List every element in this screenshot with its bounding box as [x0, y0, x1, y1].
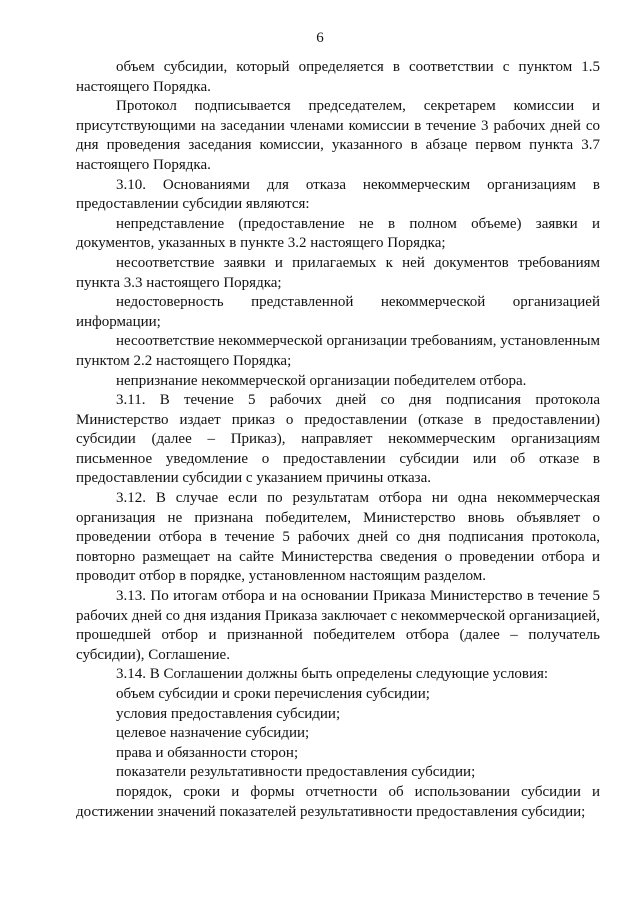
paragraph: непризнание некоммерческой организации победителем отбора.	[116, 372, 527, 389]
paragraph: 3.11. В течение 5 рабочих дней со дня подписания протокола Министерство издает приказ о предоставлении (отказе в предоставлении) субсидии (далее – Приказ), направляет некоммерческим организациям письменное уведомление о предоставлении субсидии или об отказе в предоставлении субсидии с указанием причины отказа.	[76, 392, 600, 487]
paragraph: показатели результативности предоставления субсидии;	[116, 764, 476, 781]
paragraph: недостоверность представленной некоммерческой организацией информации;	[76, 294, 600, 330]
paragraph: 3.13. По итогам отбора и на основании Приказа Министерство в течение 5 рабочих дней со дня издания Приказа заключает с некоммерческой организацией, прошедшей отбор и признанной победителем отбора (далее – получатель субсидии), Соглашение.	[76, 588, 600, 663]
paragraph: 3.10. Основаниями для отказа некоммерческим организациям в предоставлении субсидии являются:	[76, 176, 600, 213]
paragraph: несоответствие заявки и прилагаемых к ней документов требованиям пункта 3.3 настоящего Порядка;	[76, 254, 600, 291]
paragraph: порядок, сроки и формы отчетности об использовании субсидии и достижении значений показателей результативности предоставления субсидии;	[76, 783, 600, 820]
paragraph: 3.12. В случае если по результатам отбора ни одна некоммерческая организация не признана победителем, Министерство вновь объявляет о проведении отбора в течение 5 рабочих дней со дня подписания протокола, повторно размещает на сайте Министерства сведения о проведении отбора и проводит отбор в порядке, установленном настоящим разделом.	[76, 490, 600, 585]
paragraph: объем субсидии и сроки перечисления субсидии;	[116, 686, 430, 702]
paragraph: непредставление (предоставление не в полном объеме) заявки и документов, указанных в пункте 3.2 настоящего Порядка;	[76, 215, 600, 252]
paragraph: Протокол подписывается председателем, секретарем комиссии и присутствующими на заседании членами комиссии в течение 3 рабочих дней со дня проведения заседания комиссии, указанного в абзаце первом пункта 3.7 настоящего Порядка.	[76, 98, 600, 173]
document-body	[76, 58, 600, 822]
paragraph: несоответствие некоммерческой организации требованиям, установленным пунктом 2.2 настоящего Порядка;	[76, 333, 600, 369]
paragraph: условия предоставления субсидии;	[116, 705, 341, 722]
paragraph: объем субсидии, который определяется в соответствии с пунктом 1.5 настоящего Порядка.	[76, 59, 600, 95]
paragraph: 3.14. В Соглашении должны быть определены следующие условия:	[116, 666, 549, 683]
paragraph: целевое назначение субсидии;	[116, 725, 310, 742]
paragraph: права и обязанности сторон;	[116, 744, 299, 761]
page-number: 6	[316, 30, 324, 46]
